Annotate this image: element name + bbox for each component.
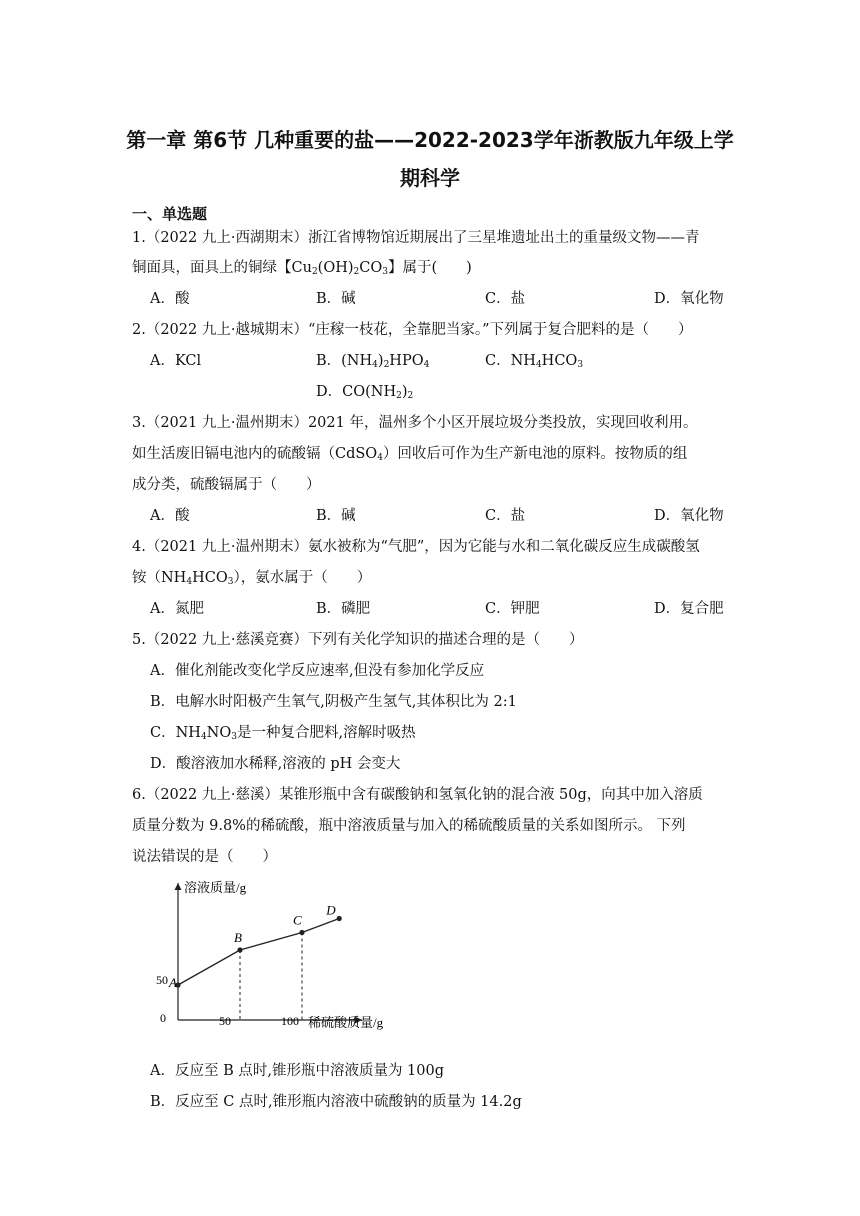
q2-option-c: C．$NH_4HCO_3$ bbox=[485, 353, 584, 370]
q4-option-c: C．钾肥 bbox=[485, 601, 540, 617]
q6-option-a: A．反应至 B 点时,锥形瓶中溶液质量为 100g bbox=[150, 1063, 445, 1079]
q5-option-d: D．酸溶液加水稀释,溶液的 pH 会变大 bbox=[150, 756, 401, 772]
q6-line1: 6.（2022 九上·慈溪）某锥形瓶中含有碳酸钠和氢氧化钠的混合液 50g，向其中加入溶质 bbox=[132, 787, 703, 803]
q3-line1: 3.（2021 九上·温州期末）2021 年，温州多个小区开展垃圾分类投放，实现回收利用。 bbox=[132, 415, 698, 431]
mass-relationship-chart bbox=[150, 875, 410, 1035]
q6-option-b: B．反应至 C 点时,锥形瓶内溶液中硫酸钠的质量为 14.2g bbox=[150, 1094, 522, 1110]
page-title-line1: 第一章 第6节 几种重要的盐——2022-2023学年浙教版九年级上学 bbox=[126, 128, 734, 152]
q2-option-d: D．$CO(NH_2)_2$ bbox=[316, 384, 414, 401]
q1-option-a: A．酸 bbox=[150, 291, 190, 307]
q3-option-a: A．酸 bbox=[150, 508, 190, 524]
q1-option-b: B．碱 bbox=[316, 291, 356, 307]
q1-option-c: C．盐 bbox=[485, 291, 526, 307]
point-label-d: D bbox=[326, 902, 336, 918]
point-c bbox=[299, 930, 304, 935]
x-axis-label: 稀硫酸质量/g bbox=[308, 1015, 384, 1030]
q4-line2: 铵$(NH_4HCO_3)$，氨水属于（ ） bbox=[132, 570, 372, 587]
q1-line2: 铜面具，面具上的铜绿【$Cu_2(OH)_2CO_3$】属于( ) bbox=[132, 260, 472, 277]
point-label-b: B bbox=[234, 930, 242, 945]
q2-line1: 2.（2022 九上·越城期末）“庄稼一枝花，全靠肥当家。”下列属于复合肥料的是（ ） bbox=[132, 322, 693, 338]
q4-option-d: D．复合肥 bbox=[654, 601, 724, 617]
q3-line2: 如生活废旧镉电池内的硫酸镉（CdSO$_4$）回收后可作为生产新电池的原料。按物质的组 bbox=[132, 446, 688, 463]
x-tick-100: 100 bbox=[281, 1014, 299, 1028]
series-line bbox=[178, 919, 339, 986]
page-title-line2: 期科学 bbox=[400, 166, 460, 190]
q2-option-b: B．$(NH_4)_2HPO_4$ bbox=[316, 353, 430, 370]
q4-option-b: B．磷肥 bbox=[316, 601, 371, 617]
q1-option-d: D．氧化物 bbox=[654, 291, 724, 307]
q1-line1: 1.（2022 九上·西湖期末）浙江省博物馆近期展出了三星堆遗址出土的重量级文物——青 bbox=[132, 230, 700, 246]
q6-line3: 说法错误的是（ ） bbox=[132, 849, 277, 865]
y-tick-50: 50 bbox=[156, 973, 168, 987]
q5-option-a: A．催化剂能改变化学反应速率,但没有参加化学反应 bbox=[150, 663, 485, 679]
q6-line2: 质量分数为 9.8%的稀硫酸，瓶中溶液质量与加入的稀硫酸质量的关系如图所示。 下列 bbox=[132, 818, 686, 834]
q3-option-c: C．盐 bbox=[485, 508, 526, 524]
q2-option-a: A．KCl bbox=[150, 353, 202, 369]
section-heading: 一、单选题 bbox=[132, 205, 208, 223]
origin-label: 0 bbox=[160, 1011, 166, 1025]
q5-line1: 5.（2022 九上·慈溪竞赛）下列有关化学知识的描述合理的是（ ） bbox=[132, 632, 584, 648]
point-d bbox=[337, 916, 342, 921]
y-axis-label: 溶液质量/g bbox=[184, 880, 247, 895]
point-b bbox=[237, 947, 242, 952]
q5-option-b: B．电解水时阳极产生氧气,阴极产生氢气,其体积比为 2:1 bbox=[150, 694, 517, 710]
x-tick-50: 50 bbox=[219, 1014, 231, 1028]
q3-option-d: D．氧化物 bbox=[654, 508, 724, 524]
q3-line3: 成分类，硫酸镉属于（ ） bbox=[132, 477, 321, 493]
q3-option-b: B．碱 bbox=[316, 508, 356, 524]
point-label-a: A bbox=[169, 975, 177, 990]
q4-option-a: A．氮肥 bbox=[150, 601, 204, 617]
q4-line1: 4.（2021 九上·温州期末）氨水被称为“气肥”，因为它能与水和二氧化碳反应生成碳酸氢 bbox=[132, 539, 700, 555]
q5-option-c: C．$NH_4NO_3$是一种复合肥料,溶解时吸热 bbox=[150, 725, 416, 742]
point-label-c: C bbox=[293, 912, 302, 928]
